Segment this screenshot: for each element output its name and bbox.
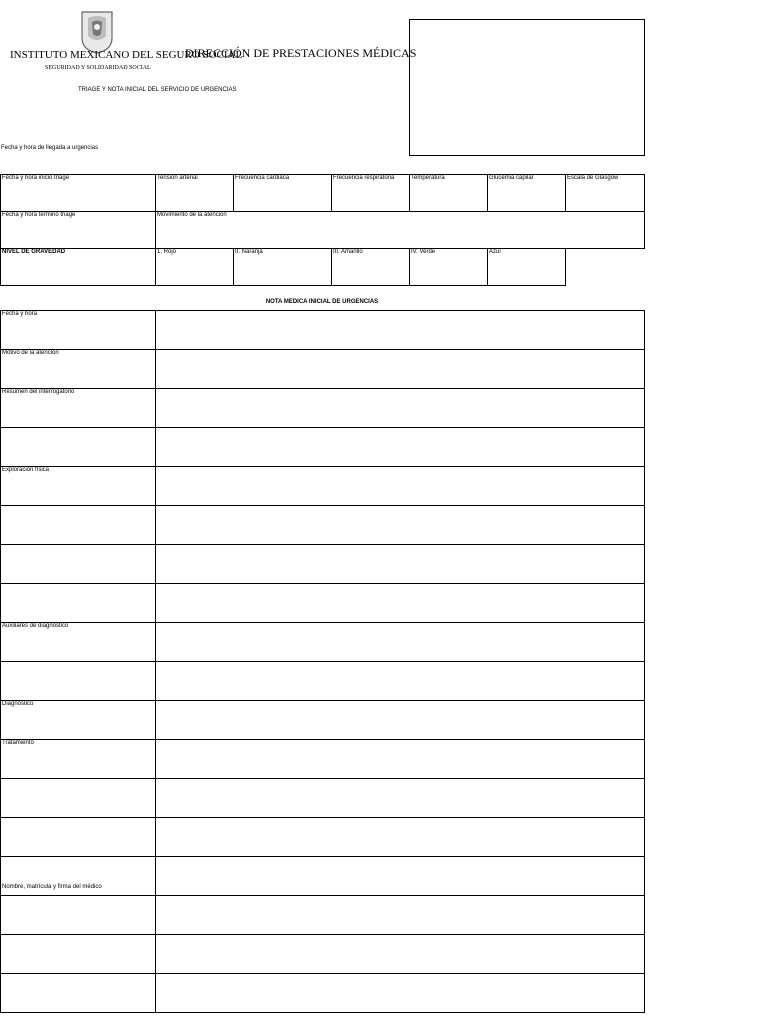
form-title: TRIAGE Y NOTA INICIAL DEL SERVICIO DE URGENCIAS (78, 87, 237, 93)
nota-row (1, 779, 645, 818)
attention-movement-label: Movimiento de la atención (156, 212, 645, 249)
nota-row (1, 935, 645, 974)
nota-row (1, 701, 645, 740)
triage-table (0, 174, 645, 286)
triage-start-label: Fecha y hora inicio triage (1, 175, 156, 212)
photo-box (409, 19, 645, 156)
nota-row-label (1, 818, 156, 857)
nota-row-label (1, 506, 156, 545)
severity-empty-cell (566, 249, 645, 286)
glasgow-scale-label: Escala de Glasgow (566, 175, 645, 212)
nota-row-field[interactable] (156, 896, 645, 935)
nota-row-field[interactable] (156, 935, 645, 974)
nota-row-label: Exploración física (1, 467, 156, 506)
severity-yellow: III. Amarillo (332, 249, 410, 286)
nota-row-field[interactable] (156, 584, 645, 623)
nota-row-field[interactable] (156, 545, 645, 584)
nota-row-field[interactable] (156, 311, 645, 350)
nota-row-label: Fecha y hora (1, 311, 156, 350)
severity-orange: II. Naranja (234, 249, 332, 286)
nota-row-field[interactable] (156, 506, 645, 545)
nota-row-label: Diagnóstico (1, 701, 156, 740)
severity-blue: Azul (488, 249, 566, 286)
nota-row (1, 662, 645, 701)
nota-row-field[interactable] (156, 740, 645, 779)
institution-motto: SEGURIDAD Y SOLIDARIDAD SOCIAL (45, 65, 151, 71)
nota-row-field[interactable] (156, 350, 645, 389)
nota-row-field[interactable] (156, 389, 645, 428)
nota-row-label: Auxiliares de diagnóstico (1, 623, 156, 662)
severity-level-label: NIVEL DE GRAVEDAD (1, 249, 156, 286)
nota-row (1, 428, 645, 467)
severity-red: 1. Rojo (156, 249, 234, 286)
nota-row (1, 623, 645, 662)
nota-row-field[interactable] (156, 974, 645, 1013)
nota-table (0, 310, 645, 1013)
nota-row (1, 545, 645, 584)
nota-row-label (1, 896, 156, 935)
nota-row-label: Resumen del interrogatorio (1, 389, 156, 428)
nota-row-label (1, 974, 156, 1013)
blood-pressure-label: Tensión arterial (156, 175, 234, 212)
severity-green: IV. Verde (410, 249, 488, 286)
temperature-label: Temperatura (410, 175, 488, 212)
nota-row (1, 896, 645, 935)
nota-row (1, 350, 645, 389)
nota-row-field[interactable] (156, 701, 645, 740)
nota-row-field[interactable] (156, 779, 645, 818)
arrival-datetime-label: Fecha y hora de llegada a urgencias (1, 145, 99, 151)
capillary-glucose-label: Glucemia capilar (488, 175, 566, 212)
nota-row-field[interactable] (156, 857, 645, 896)
nota-row-field[interactable] (156, 623, 645, 662)
nota-row-label (1, 584, 156, 623)
nota-row (1, 818, 645, 857)
triage-row-end (1, 212, 645, 249)
nota-row (1, 389, 645, 428)
nota-row-label (1, 779, 156, 818)
institution-name: INSTITUTO MEXICANO DEL SEGURO SOCIAL (10, 49, 243, 61)
nota-row-field[interactable] (156, 662, 645, 701)
nota-row-label: Motivo de la atención (1, 350, 156, 389)
nota-row (1, 311, 645, 350)
triage-row-severity (1, 249, 645, 286)
heart-rate-label: Frecuencia cardiaca (234, 175, 332, 212)
nota-row-label (1, 428, 156, 467)
nota-row-field[interactable] (156, 818, 645, 857)
nota-row-field[interactable] (156, 428, 645, 467)
nota-section-title: NOTA MEDICA INICIAL DE URGENCIAS (265, 299, 379, 305)
respiratory-rate-label: Frecuencia respiratoria (332, 175, 410, 212)
imss-eagle-logo-icon (78, 10, 116, 54)
nota-row-label: Tratamiento (1, 740, 156, 779)
nota-row (1, 467, 645, 506)
nota-row (1, 974, 645, 1013)
nota-row-label (1, 545, 156, 584)
triage-end-label: Fecha y hora término triage (1, 212, 156, 249)
nota-row-field[interactable] (156, 467, 645, 506)
nota-row (1, 740, 645, 779)
nota-row (1, 584, 645, 623)
nota-row-label: Nombre, matrícula y firma del médico (1, 857, 156, 896)
triage-row-vitals (1, 175, 645, 212)
nota-row-label (1, 662, 156, 701)
direction-title: DIRECCIÓN DE PRESTACIONES MÉDICAS (185, 46, 417, 60)
nota-row (1, 857, 645, 896)
nota-row-label (1, 935, 156, 974)
nota-row (1, 506, 645, 545)
